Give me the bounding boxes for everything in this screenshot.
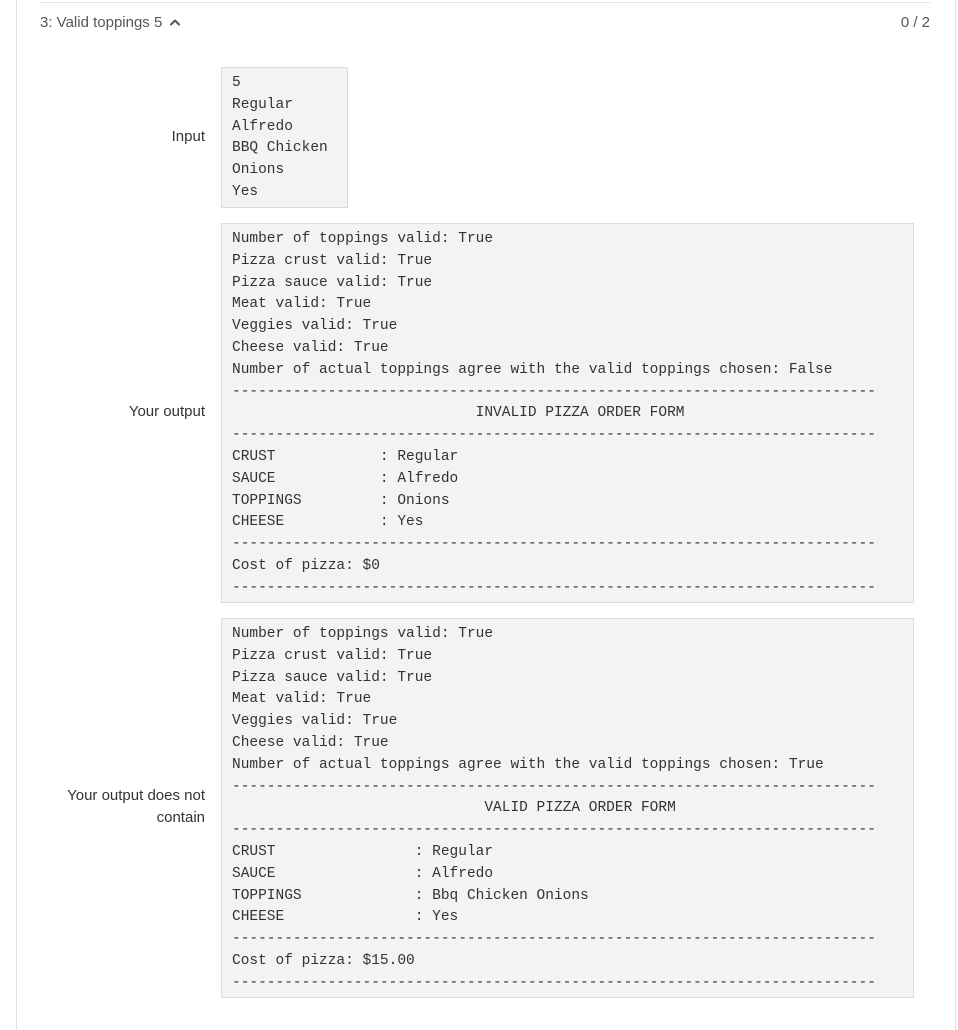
test-header — [40, 10, 930, 34]
input-text: 5 Regular Alfredo BBQ Chicken Onions Yes — [221, 67, 348, 208]
test-title: 3: Valid toppings 5 — [40, 13, 163, 31]
your-output-text: Number of toppings valid: True Pizza crust valid: True Pizza sauce valid: True Meat valid: True Veggies valid: True Cheese valid: True Number of actual toppings agree with the valid toppings chosen: False -------------------------------------------------------------------------- INVALID PIZZA ORDER FORM -------------------------------------------------------------------------- CRUST : Regular SAUCE : Alfredo TOPPINGS : Onions CHEESE : Yes -------------------------------------------------------------------------- Cost of pizza: $0 -------------------------------------------------------------------------- — [221, 223, 914, 603]
test-title-toggle[interactable] — [40, 14, 182, 31]
test-score: 0 / 2 — [900, 13, 930, 31]
expected-output-text: Number of toppings valid: True Pizza crust valid: True Pizza sauce valid: True Meat valid: True Veggies valid: True Cheese valid: True Number of actual toppings agree with the valid toppings chosen: True -------------------------------------------------------------------------- VALID PIZZA ORDER FORM -------------------------------------------------------------------------- CRUST : Regular SAUCE : Alfredo TOPPINGS : Bbq Chicken Onions CHEESE : Yes -------------------------------------------------------------------------- Cost of pizza: $15.00 -------------------------------------------------------------------------- — [221, 618, 914, 998]
input-label: Input — [171, 128, 205, 145]
your-output-label: Your output — [128, 403, 205, 420]
expected-output-label: Your output does not contain — [67, 787, 205, 826]
chevron-up-icon — [168, 15, 182, 29]
divider — [40, 2, 930, 3]
